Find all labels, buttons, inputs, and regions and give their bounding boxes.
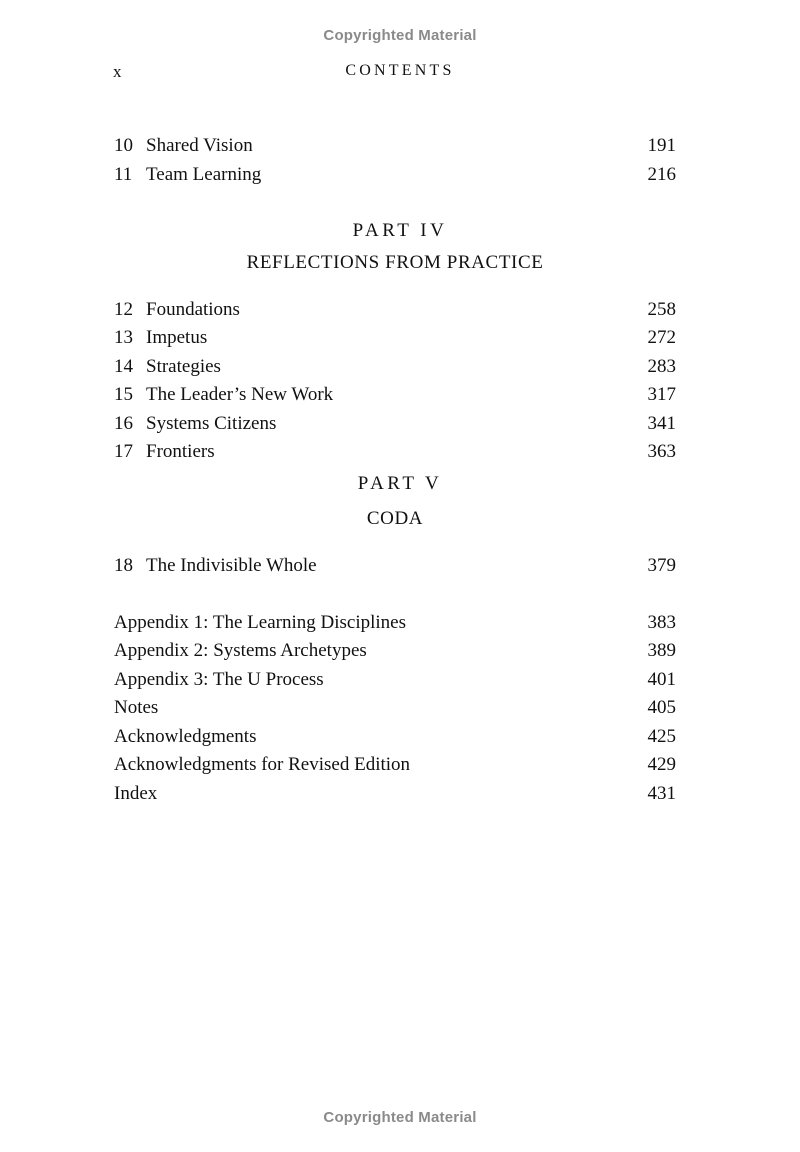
entry-title: Acknowledgments for Revised Edition: [114, 754, 411, 775]
toc-entry-chapter-13[interactable]: [114, 325, 676, 351]
chapter-title: Impetus: [146, 327, 208, 348]
part-4-title: REFLECTIONS FROM PRACTICE: [246, 252, 544, 273]
toc-entry-chapter-10[interactable]: [114, 133, 676, 159]
page-ref: 405: [647, 697, 676, 718]
toc-entry-chapter-15[interactable]: [114, 382, 676, 408]
page-number: x: [113, 62, 122, 81]
toc-entry-acknowledgments[interactable]: [114, 724, 676, 750]
entry-title: Appendix 3: The U Process: [114, 669, 324, 690]
page-ref: 283: [647, 356, 676, 377]
chapter-number: 10: [114, 135, 133, 156]
chapter-number: 16: [114, 413, 133, 434]
chapter-number: 14: [114, 356, 133, 377]
chapter-number: 13: [114, 327, 133, 348]
page-ref: 191: [647, 135, 676, 156]
toc-entry-appendix-1[interactable]: [114, 610, 676, 636]
page-ref: 379: [647, 555, 676, 576]
chapter-title: The Indivisible Whole: [146, 555, 317, 576]
page-ref: 401: [647, 669, 676, 690]
toc-entry-acknowledgments-revised[interactable]: [114, 752, 676, 778]
chapter-number: 11: [114, 164, 133, 185]
toc-entry-chapter-18[interactable]: [114, 553, 676, 579]
page-ref: 429: [647, 754, 676, 775]
page-ref: 272: [647, 327, 676, 348]
entry-title: Notes: [114, 697, 159, 718]
chapter-title: Strategies: [146, 356, 221, 377]
toc-entry-chapter-16[interactable]: [114, 411, 676, 437]
toc-entry-appendix-3[interactable]: [114, 667, 676, 693]
page-ref: 258: [647, 299, 676, 320]
page-ref: 383: [647, 612, 676, 633]
entry-title: Appendix 2: Systems Archetypes: [114, 640, 367, 661]
entry-title: Appendix 1: The Learning Disciplines: [114, 612, 406, 633]
toc-entry-chapter-14[interactable]: [114, 354, 676, 380]
chapter-title: Frontiers: [146, 441, 215, 462]
copyright-watermark-top: Copyrighted Material: [323, 27, 477, 44]
running-head: CONTENTS: [345, 62, 455, 79]
chapter-title: Systems Citizens: [146, 413, 277, 434]
chapter-title: Team Learning: [146, 164, 262, 185]
page-ref: 389: [647, 640, 676, 661]
toc-entry-chapter-11[interactable]: [114, 162, 676, 188]
chapter-title: Shared Vision: [146, 135, 253, 156]
entry-title: Index: [114, 783, 158, 804]
toc-entry-index[interactable]: [114, 781, 676, 807]
part-5-title: CODA: [366, 508, 424, 529]
page-ref: 216: [647, 164, 676, 185]
entry-title: Acknowledgments: [114, 726, 257, 747]
toc-entry-notes[interactable]: [114, 695, 676, 721]
chapter-title: Foundations: [146, 299, 240, 320]
page-ref: 317: [647, 384, 676, 405]
page-ref: 341: [647, 413, 676, 434]
page-ref: 431: [647, 783, 676, 804]
part-5-label: PART V: [357, 473, 443, 494]
page-ref: 363: [647, 441, 676, 462]
copyright-watermark-bottom: Copyrighted Material: [323, 1109, 477, 1126]
page-ref: 425: [647, 726, 676, 747]
chapter-number: 17: [114, 441, 133, 462]
chapter-number: 15: [114, 384, 133, 405]
part-4-label: PART IV: [352, 220, 448, 241]
chapter-number: 18: [114, 555, 133, 576]
chapter-number: 12: [114, 299, 133, 320]
chapter-title: The Leader’s New Work: [146, 384, 334, 405]
toc-entry-chapter-12[interactable]: [114, 297, 676, 323]
toc-entry-chapter-17[interactable]: [114, 439, 676, 465]
toc-entry-appendix-2[interactable]: [114, 638, 676, 664]
